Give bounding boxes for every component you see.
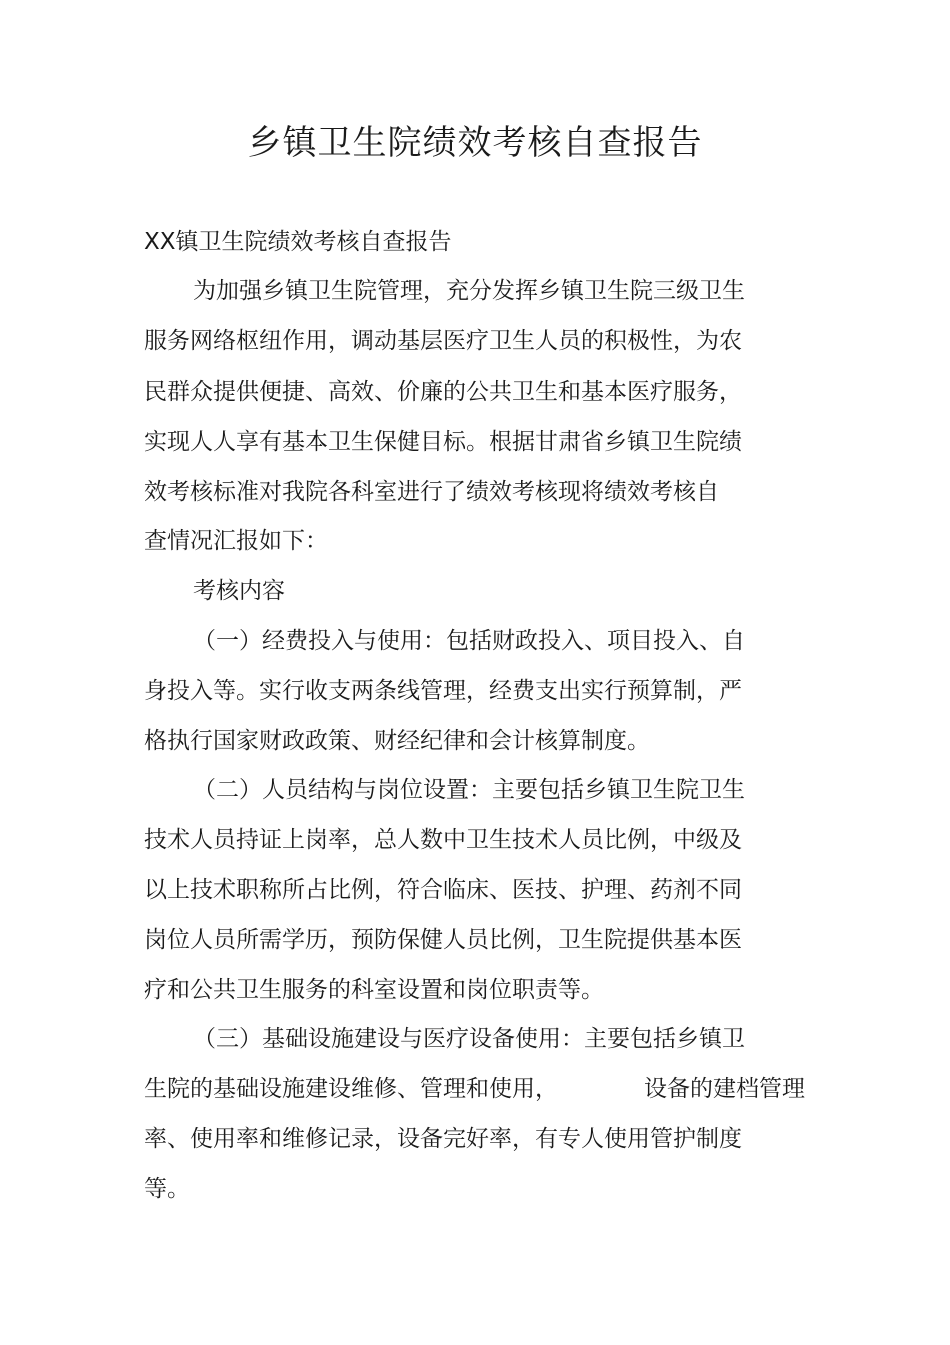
paragraph-line: （一）经费投入与使用：包括财政投入、项目投入、自 bbox=[193, 628, 745, 654]
paragraph-line: 为加强乡镇卫生院管理，充分发挥乡镇卫生院三级卫生 bbox=[193, 278, 745, 304]
paragraph-line: 等。 bbox=[144, 1176, 190, 1202]
paragraph-line: （二）人员结构与岗位设置：主要包括乡镇卫生院卫生 bbox=[193, 777, 745, 803]
paragraph-line: 服务网络枢纽作用，调动基层医疗卫生人员的积极性，为农 bbox=[144, 328, 742, 354]
paragraph-line bbox=[144, 1072, 805, 1106]
document-title: 乡镇卫生院绩效考核自查报告 bbox=[247, 123, 703, 163]
paragraph-line: 以上技术职称所占比例，符合临床、医技、护理、药剂不同 bbox=[144, 877, 742, 903]
paragraph-line: 身投入等。实行收支两条线管理，经费支出实行预算制，严 bbox=[144, 678, 742, 704]
line-segment: 生院的基础设施建设维修、管理和使用， bbox=[144, 1076, 558, 1102]
paragraph-line: 民群众提供便捷、高效、价廉的公共卫生和基本医疗服务， bbox=[144, 379, 742, 405]
paragraph-line: （三）基础设施建设与医疗设备使用：主要包括乡镇卫 bbox=[193, 1026, 745, 1052]
paragraph-line: 格执行国家财政政策、财经纪律和会计核算制度。 bbox=[144, 728, 650, 754]
paragraph-line: 查情况汇报如下： bbox=[144, 528, 328, 554]
paragraph-line: 效考核标准对我院各科室进行了绩效考核现将绩效考核自 bbox=[144, 479, 719, 505]
line-segment: 设备的建档管理 bbox=[644, 1076, 805, 1102]
paragraph-line: 实现人人享有基本卫生保健目标。根据甘肃省乡镇卫生院绩 bbox=[144, 429, 742, 455]
paragraph-line: 率、使用率和维修记录，设备完好率，有专人使用管护制度 bbox=[144, 1126, 742, 1152]
document-subtitle: XX镇卫生院绩效考核自查报告 bbox=[144, 229, 452, 255]
paragraph-line: 疗和公共卫生服务的科室设置和岗位职责等。 bbox=[144, 977, 604, 1003]
section-heading: 考核内容 bbox=[193, 578, 285, 604]
paragraph-line: 技术人员持证上岗率，总人数中卫生技术人员比例，中级及 bbox=[144, 827, 742, 853]
paragraph-line: 岗位人员所需学历，预防保健人员比例，卫生院提供基本医 bbox=[144, 927, 742, 953]
